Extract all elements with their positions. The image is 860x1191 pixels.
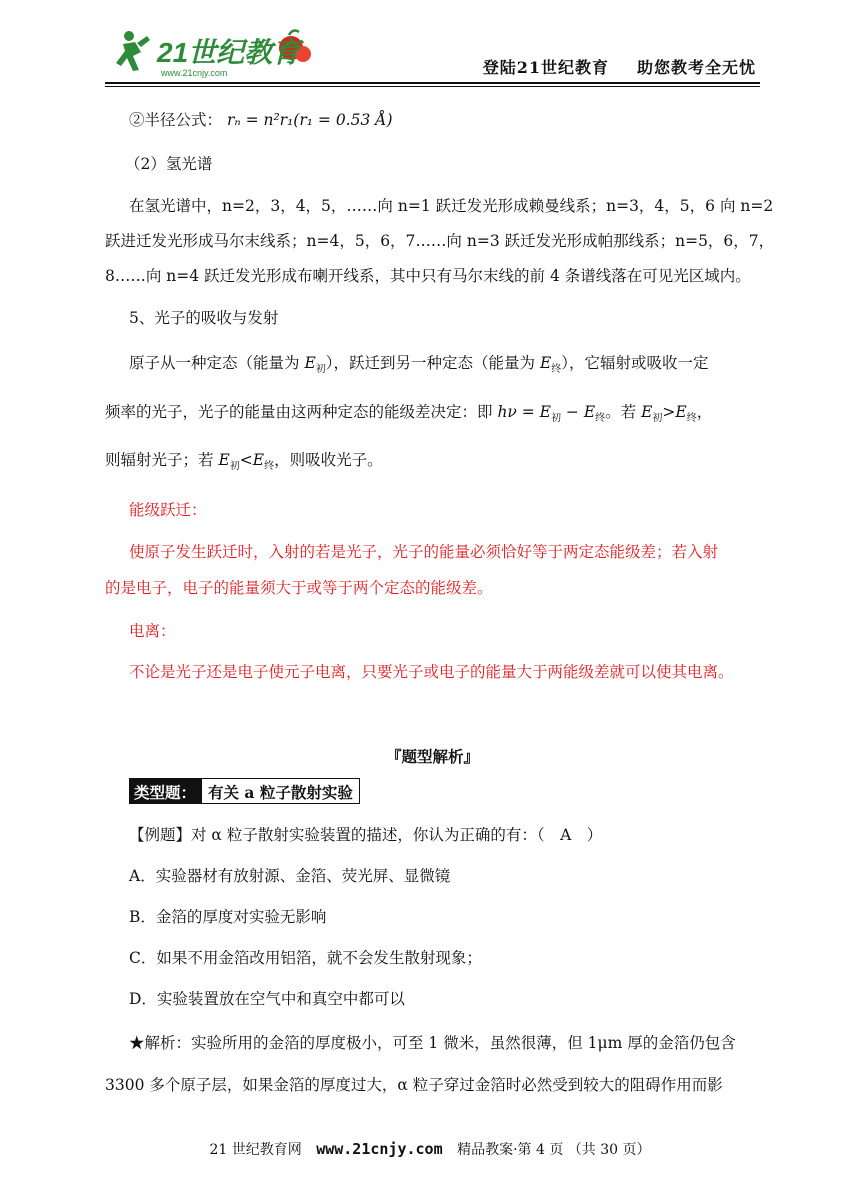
- svg-text:21世纪教育: 21世纪教育: [157, 37, 301, 68]
- tag-topic: 有关 a 粒子散射实验: [202, 779, 359, 803]
- radius-formula: rₙ = n²r₁(r₁ = 0.53 Å): [226, 111, 393, 129]
- hydrogen-spectrum-title: （2）氢光谱: [125, 155, 213, 173]
- para2-line1: 原子从一种定态（能量为 $E_初$），跃迁到另一种定态（能量为 $E_终$），它辐射或吸收一定: [129, 354, 709, 375]
- photon-section-title: 5、光子的吸收与发射: [129, 309, 279, 327]
- header-rule-thin: [105, 86, 760, 87]
- option-a: A．实验器材有放射源、金箔、荧光屏、显微镜: [129, 867, 451, 885]
- para2-line3: 则辐射光子；若 $E_初<E_终$，则吸收光子。: [105, 451, 383, 472]
- analysis-line1: ★解析：实验所用的金箔的厚度极小，可至 1 微米，虽然很薄，但 1μm 厚的金箔仍包含: [129, 1034, 736, 1052]
- transition-para-line2: 的是电子，电子的能量须大于或等于两个定态的能级差。: [105, 579, 493, 597]
- footer-site-link[interactable]: www.21cnjy.com: [316, 1140, 443, 1158]
- para2-line2: 频率的光子，光子的能量由这两种定态的能级差决定：即 $h\nu = E_初 - E_终$。若 $E_初>E_终$，: [105, 403, 713, 424]
- header-rule: [105, 82, 760, 84]
- para1-line2: 跃进迁发光形成马尔末线系；n=4，5，6，7……向 n=3 跃迁发光形成帕那线系；n=5，6，7，: [105, 232, 775, 250]
- section-title: 『题型解析』: [385, 747, 479, 766]
- para1-line3: 8……向 n=4 跃迁发光形成布喇开线系，其中只有马尔末线的前 4 条谱线落在可见光区域内。: [105, 267, 751, 285]
- svg-text:www.21cnjy.com: www.21cnjy.com: [161, 68, 228, 78]
- page-header: [105, 22, 760, 82]
- radius-label: ②半径公式：: [129, 111, 223, 129]
- option-b: B．金箔的厚度对实验无影响: [129, 908, 327, 926]
- transition-para-line1: 使原子发生跃迁时，入射的若是光子，光子的能量必须恰好等于两定态能级差；若入射: [129, 543, 719, 561]
- para1-line1: 在氢光谱中，n=2，3，4，5，……向 n=1 跃迁发光形成赖曼线系；n=3，4，5，6 向 n=2: [129, 197, 774, 215]
- header-slogan: [455, 55, 756, 78]
- footer-left: 21 世纪教育网: [209, 1142, 302, 1158]
- analysis-line2: 3300 多个原子层，如果金箔的厚度过大，α 粒子穿过金箔时必然受到较大的阻碍作用而影: [105, 1076, 723, 1094]
- option-d: D．实验装置放在空气中和真空中都可以: [129, 990, 405, 1008]
- radius-formula-line: [129, 108, 393, 130]
- slogan-1: 登陆21世纪教育: [482, 58, 609, 77]
- page-footer: [0, 1139, 860, 1159]
- ionization-title: 电离：: [129, 622, 176, 640]
- running-figure-icon: [116, 31, 150, 71]
- footer-page-info: 精品教案·第 4 页 （共 30 页）: [457, 1142, 651, 1158]
- example-question: 【例题】对 α 粒子散射实验装置的描述，你认为正确的有：（ A ）: [129, 826, 603, 844]
- energy-transition-title: 能级跃迁：: [129, 501, 207, 519]
- slogan-2: 助您教考全无忧: [636, 58, 756, 77]
- option-c: C．如果不用金箔改用铝箔，就不会发生散射现象；: [129, 949, 482, 967]
- site-logo: [113, 26, 313, 80]
- ionization-para: 不论是光子还是电子使元子电离，只要光子或电子的能量大于两能级差就可以使其电离。: [129, 663, 734, 681]
- question-type-tag: [129, 778, 360, 804]
- tag-label: 类型题：: [130, 779, 202, 803]
- energy-equation: $h\nu = E_初 - E_终$: [497, 403, 606, 424]
